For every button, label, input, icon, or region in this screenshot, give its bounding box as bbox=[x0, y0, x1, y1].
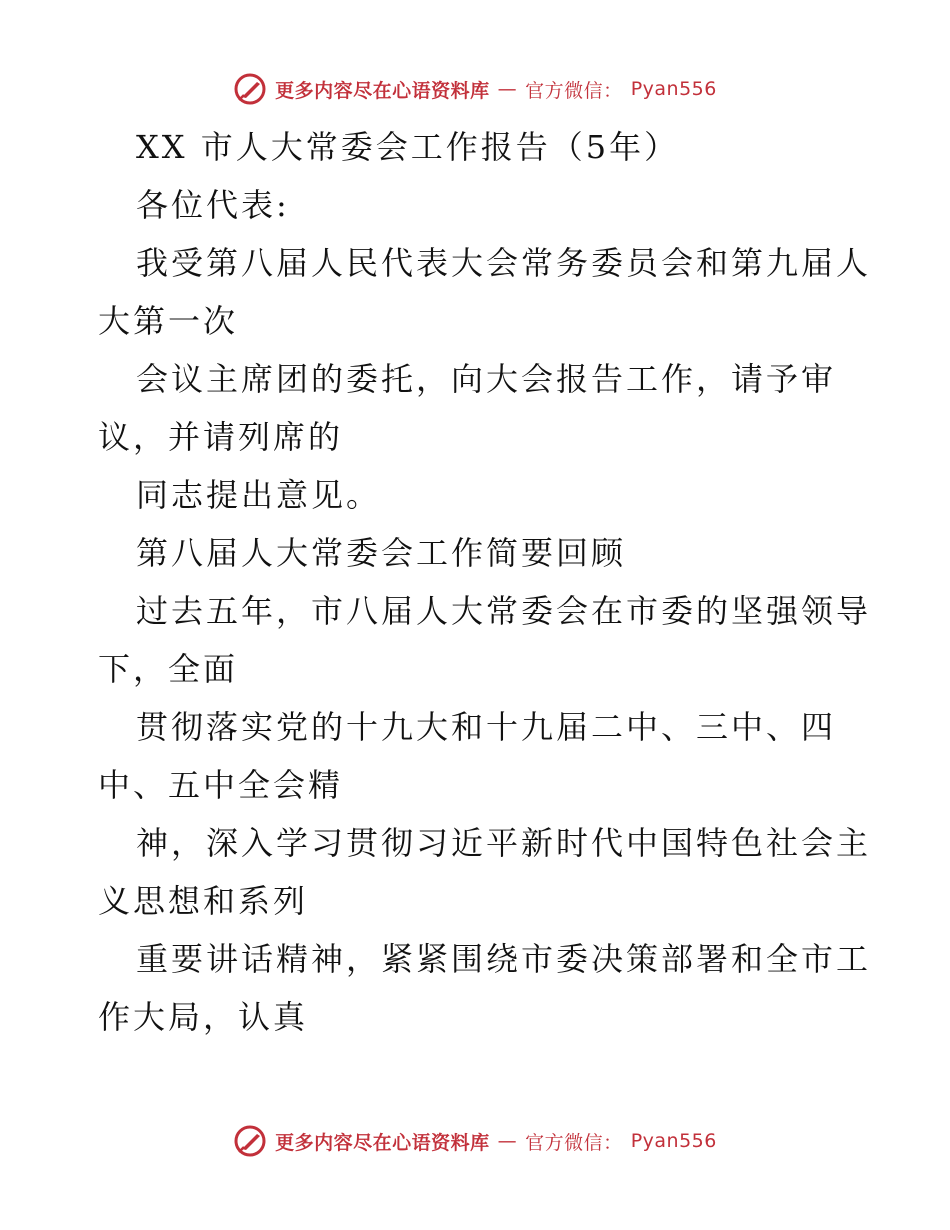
watermark-banner-top bbox=[0, 72, 950, 106]
quill-logo-icon bbox=[233, 1124, 267, 1158]
paragraph-line: 我受第八届人民代表大会常务委员会和第九届人 bbox=[136, 244, 872, 282]
salutation: 各位代表: bbox=[136, 186, 290, 224]
quill-logo-icon bbox=[233, 72, 267, 106]
document-body bbox=[98, 118, 872, 1046]
section-heading: 第八届人大常委会工作简要回顾 bbox=[136, 534, 627, 572]
document-title: XX 市人大常委会工作报告（5年） bbox=[136, 128, 680, 166]
paragraph-line: 大第一次 bbox=[98, 302, 239, 340]
watermark-site-name: 更多内容尽在心语资料库 bbox=[275, 79, 490, 102]
paragraph-line: 下，全面 bbox=[98, 650, 239, 688]
watermark-contact-label: 官方微信： bbox=[525, 1131, 623, 1154]
watermark-wechat-id: Pyan556 bbox=[630, 78, 717, 100]
paragraph-line: 神，深入学习贯彻习近平新时代中国特色社会主 bbox=[136, 824, 872, 862]
watermark-banner-bottom bbox=[0, 1124, 950, 1158]
paragraph-line: 重要讲话精神，紧紧围绕市委决策部署和全市工 bbox=[136, 940, 872, 978]
watermark-contact-label: 官方微信： bbox=[525, 79, 623, 102]
paragraph-line: 议，并请列席的 bbox=[98, 418, 344, 456]
paragraph-line: 会议主席团的委托，向大会报告工作，请予审 bbox=[136, 360, 837, 398]
watermark-separator: — bbox=[497, 1130, 518, 1152]
paragraph-line: 贯彻落实党的十九大和十九届二中、三中、四 bbox=[136, 708, 837, 746]
watermark-site-name: 更多内容尽在心语资料库 bbox=[275, 1131, 490, 1154]
paragraph-line: 过去五年，市八届人大常委会在市委的坚强领导 bbox=[136, 592, 872, 630]
paragraph-line: 同志提出意见。 bbox=[136, 476, 382, 514]
paragraph-line: 义思想和系列 bbox=[98, 882, 309, 920]
paragraph-line: 中、五中全会精 bbox=[98, 766, 344, 804]
paragraph-line: 作大局，认真 bbox=[98, 998, 309, 1036]
watermark-separator: — bbox=[497, 78, 518, 100]
watermark-wechat-id: Pyan556 bbox=[630, 1130, 717, 1152]
